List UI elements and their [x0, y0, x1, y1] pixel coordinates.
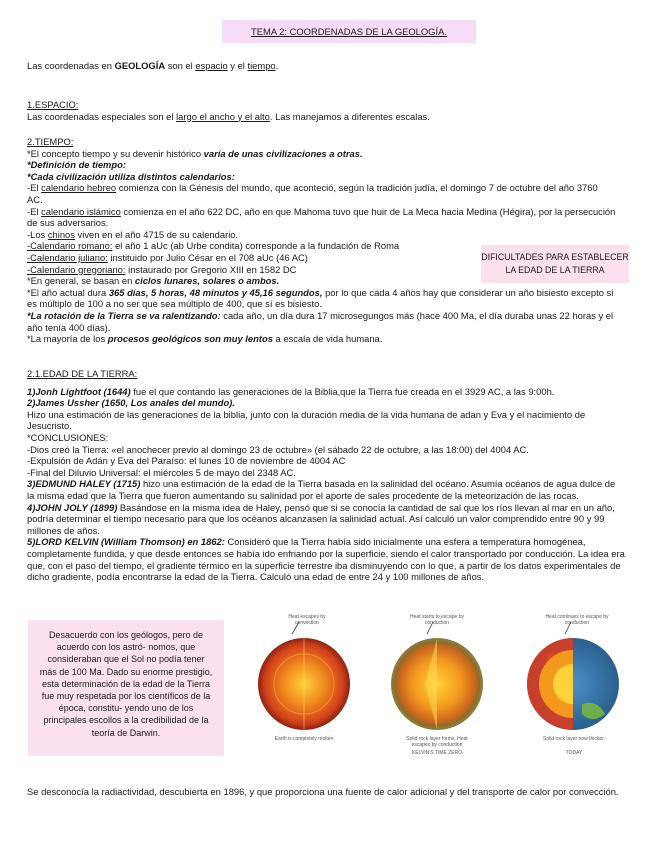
edad-paragraph: -Dios creó la Tierra: «el anochecer previo al domingo 23 de octubre» (el sábado 22 de octubre, a las 18:00) del 4004 AC.	[27, 443, 529, 455]
text: *La mayoría de los	[27, 333, 108, 345]
intro-text: son el	[165, 60, 196, 71]
caption-top-1: Heat escapes by convection	[288, 614, 326, 626]
text-emphasis: 5)LORD KELVIN (William Thomson) en 1862:	[27, 536, 225, 548]
text-underlined: -Calendario romano:	[27, 240, 113, 252]
edad-paragraph	[27, 478, 625, 501]
caption-bottom-3: Solid rock layer now thicker.	[543, 736, 605, 742]
caption-bottom-1: Earth is completely molten	[274, 736, 334, 742]
kelvin-note-box: Desacuerdo con los geólogos, pero de acuerdo con los astró- nomos, que consideraban que el Sol no podía tener más de 100 Ma. Dado su enorme prestigio, esta determinación de la edad de la Tierra fue muy respetada por los científicos de la época, constitu- yendo uno de los principales escollos a la credibilidad de la teoría de Darwin.	[28, 620, 224, 756]
text: *El concepto tiempo y su devenir histórico	[27, 147, 204, 159]
text: -El	[27, 182, 42, 194]
text: comienza en el año 622 DC, año en que Mahoma tuvo que huir de La Meca hacia Medina (Hégira), por la persecución de sus adversarios.	[27, 205, 616, 229]
text: cada año, un día dura 17 microsegungos más (hace 400 Ma, el día duraba unas 22 horas y el año tenía 400 días).	[27, 309, 614, 333]
text-underlined: calendario islámico	[41, 205, 121, 217]
text: a escala de vida humana.	[272, 333, 383, 345]
heading-tiempo: 2.TIEMPO:	[27, 136, 74, 147]
text-underlined: -Calendario juliano:	[27, 251, 108, 263]
espacio-text	[27, 111, 631, 123]
text-underlined: -Calendario gregoriano:	[27, 263, 126, 275]
intro-tiempo: tiempo	[247, 60, 276, 71]
outro-paragraph: Se desconocía la radiactividad, descubierta en 1896, y que proporciona una fuente de calor adicional y del transporte de calor por convección.	[27, 786, 619, 797]
tiempo-line	[27, 229, 631, 241]
section-espacio	[27, 99, 631, 122]
earth-cooling-figure	[247, 614, 639, 762]
tiempo-line	[27, 182, 612, 205]
section-edad-tierra	[27, 368, 631, 583]
edad-paragraph: *CONCLUSIONES:	[27, 431, 109, 443]
caption-top-3: Heat continues to escape by conduction	[545, 614, 609, 626]
text-emphasis: procesos geológicos son muy lentos	[107, 333, 273, 345]
text-underlined: calendario hebreo	[41, 182, 117, 194]
tiempo-line	[27, 310, 622, 333]
intro-text: Las coordenadas en	[27, 60, 115, 71]
text: viven en el año 4715 de su calendario.	[74, 228, 239, 240]
text: *En general, se basan en	[27, 275, 135, 287]
text-underlined: chinos	[47, 228, 75, 240]
text: instaurado por Gregorio XIII en 1582 DC	[125, 263, 297, 275]
intro-paragraph	[27, 60, 627, 72]
caption-kelvin-zero: KELVIN'S TIME ZERO	[411, 750, 463, 756]
text: hizo una estimación de la edad de la Tierra basada en la salinidad del océano. Asumía océanos de agua dulce de la misma edad que la Tierra que fueron aumentando su salinidad por el aporte de sales procedente de la meteorización de las rocas.	[27, 478, 616, 501]
text-emphasis: 1)Jonh Lightfoot (1644)	[27, 385, 131, 397]
edad-paragraph: 2)James Ussher (1650, Los anales del mundo).	[27, 397, 235, 409]
tiempo-line: *Cada civilización utiliza distintos calendarios:	[27, 170, 235, 182]
dificultades-box: DIFICULTADES PARA ESTABLECER LA EDAD DE LA TIERRA	[481, 245, 629, 283]
text-underlined: largo el ancho y el alto	[176, 110, 270, 122]
text: fue el que contando las generaciones de la Biblia,que la Tierra fue creada en el 3929 AC, a las 9:00h.	[130, 385, 555, 397]
tiempo-line	[27, 148, 631, 160]
intro-geologia: GEOLOGÍA	[114, 60, 166, 71]
text: comienza con la Génesis del mundo, que aconteció, según la tradición judía, el domingo 7 de octubre del año 3760 AC.	[27, 182, 598, 205]
caption-top-2: Heat starts to escape by conduction	[410, 614, 464, 626]
text: Las coordenadas especiales son el	[27, 110, 177, 122]
page-title: TEMA 2: COORDENADAS DE LA GEOLOGÍA.	[222, 20, 476, 43]
text: por lo que cada 4 años hay que considerar un año bisiesto excepto si es múltiplo de 100 a no ser que sea múltiplo de 400, que sí es bisiesto.	[27, 286, 614, 310]
caption-bottom-2: Solid rock layer forms. Heat escapes by conduction	[406, 736, 468, 748]
intro-text: y el	[227, 60, 248, 71]
text: . Las manejamos a diferentes escalas.	[269, 110, 430, 122]
tiempo-line	[27, 206, 617, 229]
edad-paragraph: -Expulsión de Adán y Eva del Paraíso: el lunes 10 de noviembre de 4004 AC	[27, 455, 346, 467]
caption-today: TODAY	[565, 750, 583, 756]
text-emphasis: 365 días, 5 horas, 48 minutos y 45,16 segundos,	[108, 286, 323, 298]
tiempo-line	[27, 333, 631, 345]
section-tiempo	[27, 136, 631, 345]
heading-edad-tierra: 2.1.EDAD DE LA TIERRA:	[27, 368, 138, 379]
intro-espacio: espacio	[195, 60, 228, 71]
text: *El año actual dura	[27, 286, 109, 298]
edad-paragraph	[27, 386, 631, 398]
heading-espacio: 1.ESPACIO:	[27, 99, 79, 110]
text: Basándose en la misma idea de Haley, pensó que si se conocía la cantidad de sal que los ríos llevan al mar en un año, podría determinar el tiempo necesario para que los océanos alcanzasen la salinidad actual. Así calculó un valor comprendido entre 90 y 99 millones de años.	[27, 501, 615, 536]
text: Consideró que la Tierra había sido inicialmente una esfera a temperatura homogénea, completamente fundida, y que desde entonces se había ido enfriando por la superficie, siendo el calor transportado por conducción. La idea era que, con el paso del tiempo, el gradiente térmico en la superficie terrestre iba disminuyendo con lo que, a partir de los datos experimentales de dicho gradiente, podía encontrarse la edad de la Tierra. Calculó una edad de entre 24 y 100 millones de años.	[27, 536, 625, 583]
tiempo-line	[27, 287, 617, 310]
edad-paragraph	[27, 536, 629, 582]
text-emphasis: *La rotación de la Tierra se va ralentizando:	[27, 309, 221, 321]
text: instituido por Julio César en el 708 aUc (46 AC)	[107, 251, 308, 263]
edad-paragraph: Hizo una estimación de las generaciones de la biblia, junto con la duración media de la vida humana de adan y Eva y el nacimiento de Jesucristo.	[27, 408, 586, 432]
text: -El	[27, 205, 42, 217]
intro-text: .	[275, 60, 279, 71]
text: el año 1 aUc (ab Urbe condita) corresponde a la fundación de Roma	[112, 240, 400, 252]
text-emphasis: ciclos lunares, solares o ambos.	[134, 275, 280, 287]
edad-paragraph: -Final del Diluvio Universal: el miércoles 5 de mayo del 2348 AC.	[27, 466, 296, 478]
text: -Los	[27, 228, 48, 240]
tiempo-line: *Definición de tiempo:	[27, 159, 126, 171]
text-emphasis: varía de unas civilizaciones a otras.	[203, 147, 363, 159]
edad-paragraph	[27, 502, 625, 537]
text-emphasis: 3)EDMUND HALEY (1715)	[27, 478, 141, 490]
text-emphasis: 4)JOHN JOLY (1899)	[27, 501, 118, 513]
